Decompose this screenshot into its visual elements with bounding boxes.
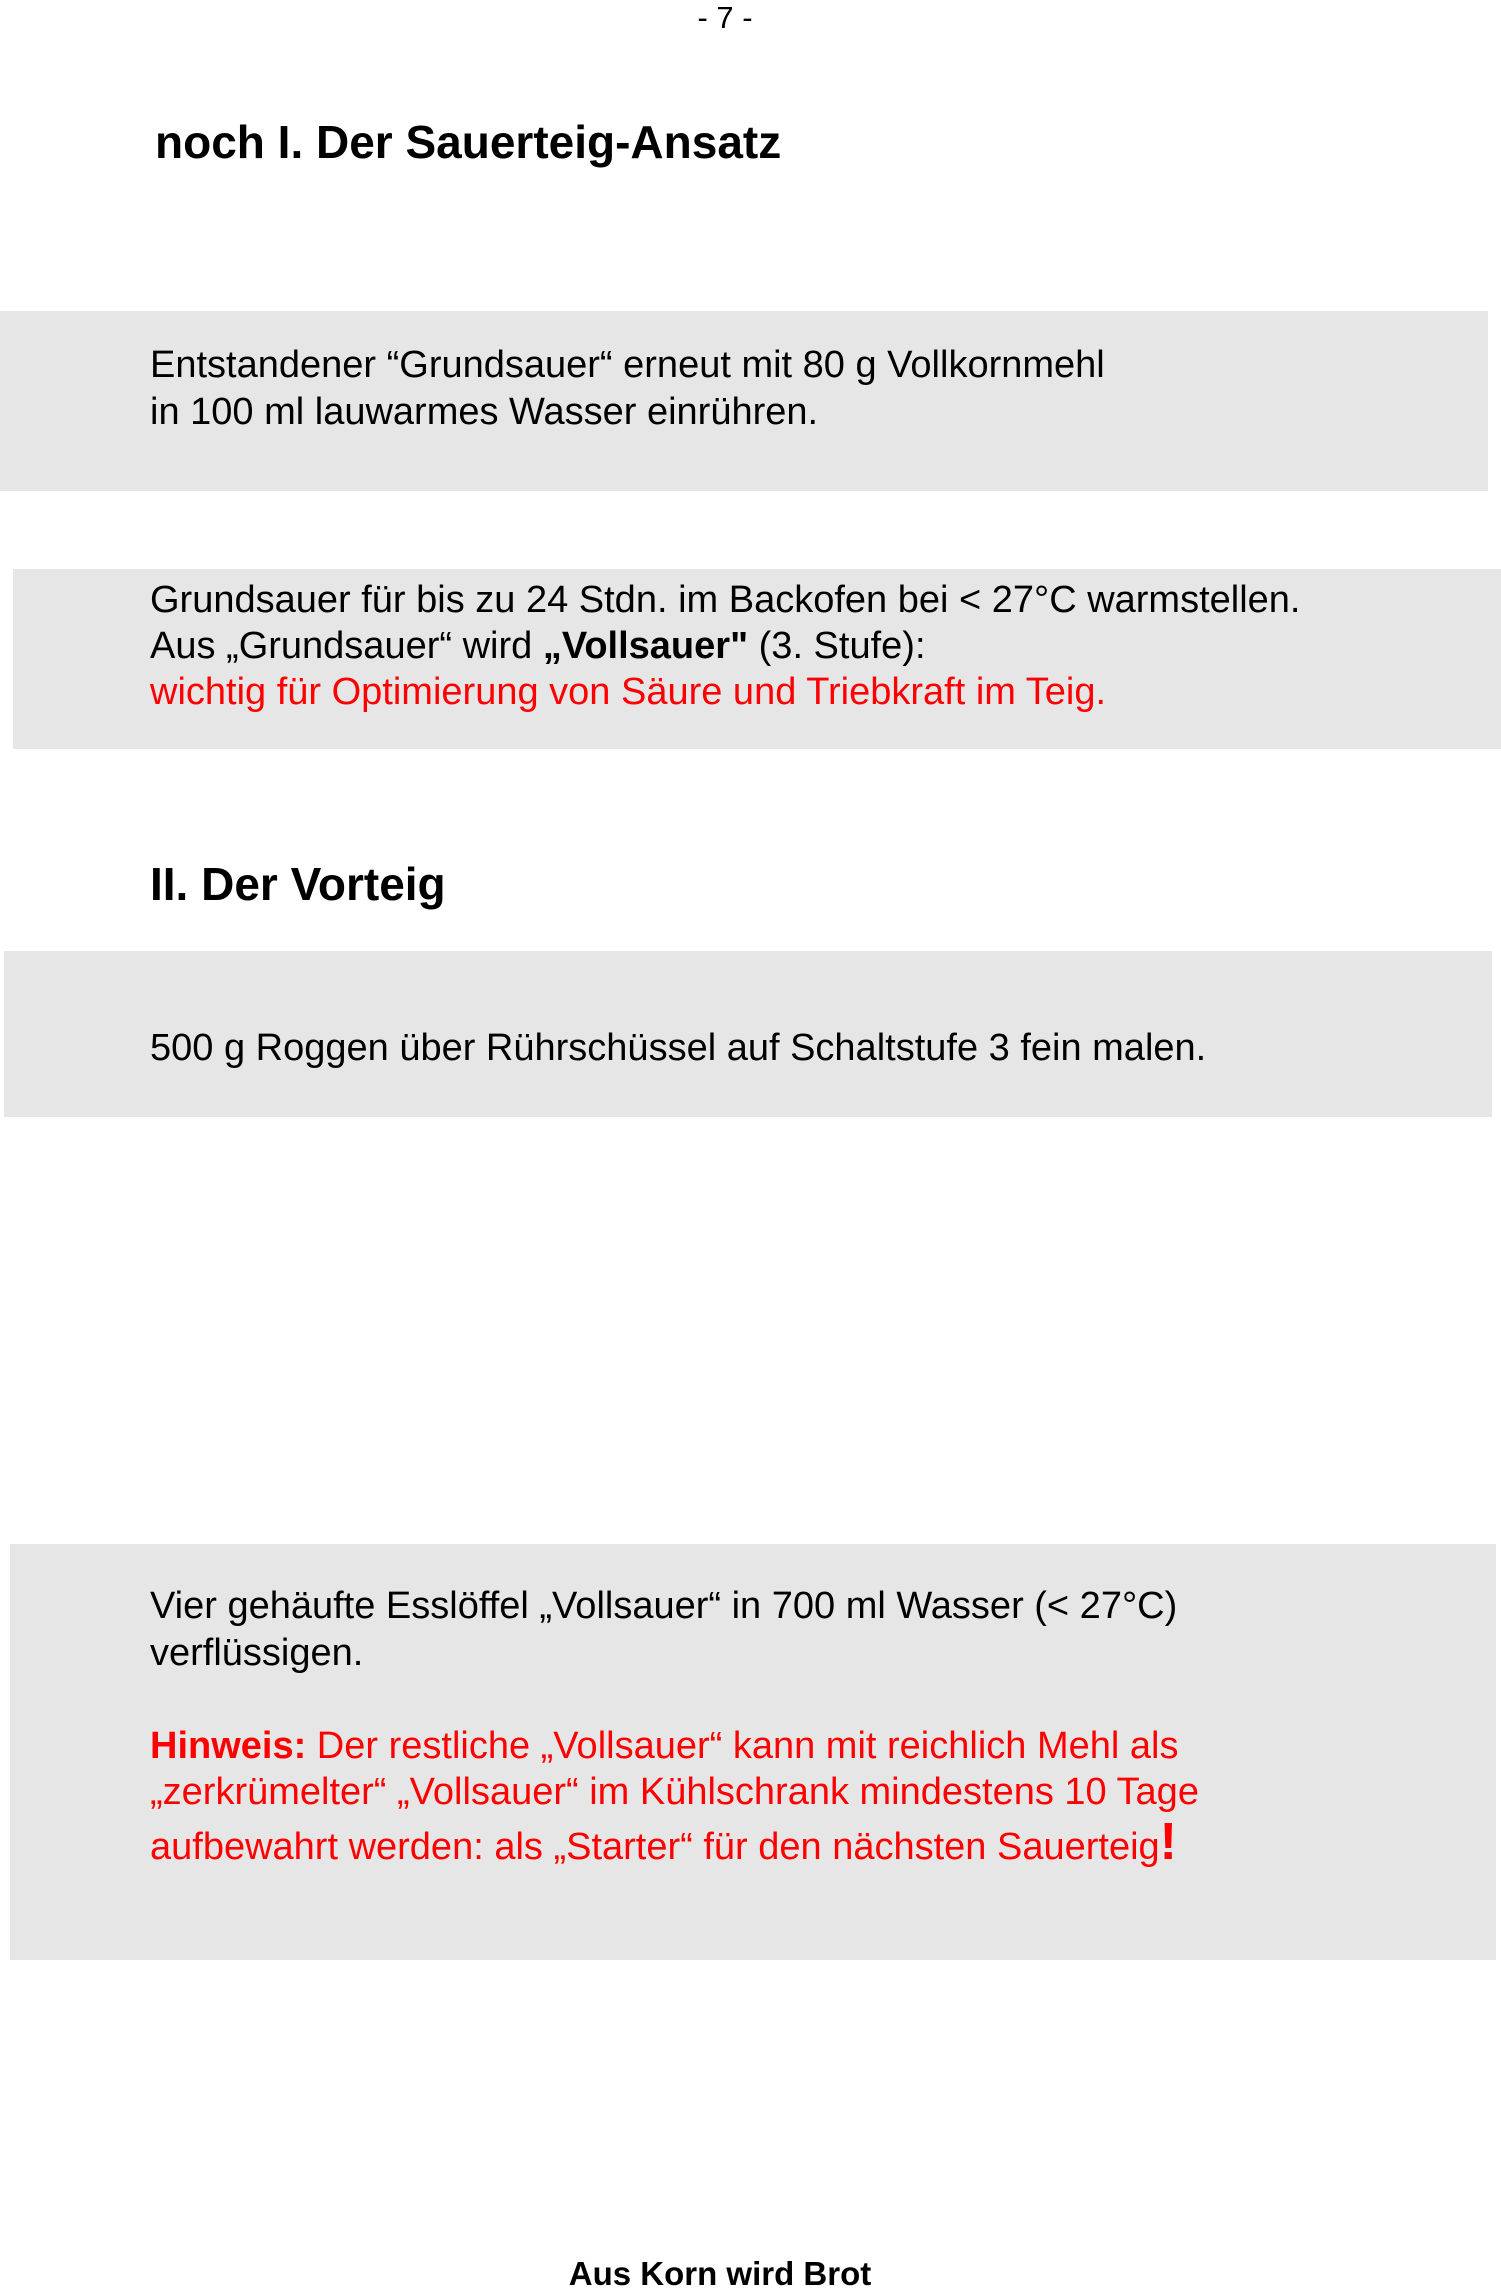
hint-exclamation: ! xyxy=(1159,1813,1177,1871)
hint-line-1-text: Der restliche „Vollsauer“ kann mit reichlich Mehl als xyxy=(306,1725,1179,1767)
instruction-2-line-1: Grundsauer für bis zu 24 Stdn. im Backofen bei < 27°C warmstellen. xyxy=(150,579,1301,621)
hint-label: Hinweis: xyxy=(150,1725,307,1767)
instruction-2-line-2 xyxy=(150,623,926,670)
hint-line-3-text: aufbewahrt werden: als „Starter“ für den nächsten Sauerteig xyxy=(150,1826,1160,1868)
instruction-1-line-1: Entstandener “Grundsauer“ erneut mit 80 g Vollkornmehl xyxy=(150,344,1105,386)
hint-line-3 xyxy=(150,1813,1177,1871)
hint-line-2: „zerkrümelter“ „Vollsauer“ im Kühlschrank mindestens 10 Tage xyxy=(150,1771,1199,1813)
instruction-2-line-2-before: Aus „Grundsauer“ wird xyxy=(150,625,543,667)
instruction-4-line-1: Vier gehäufte Esslöffel „Vollsauer“ in 700 ml Wasser (< 27°C) xyxy=(150,1585,1178,1627)
hint-line-1 xyxy=(150,1723,1178,1770)
instruction-2-line-3-important: wichtig für Optimierung von Säure und Triebkraft im Teig. xyxy=(150,671,1107,713)
page-footer: Aus Korn wird Brot xyxy=(568,2255,872,2292)
section-heading-vorteig: II. Der Vorteig xyxy=(150,858,446,910)
instruction-1-line-2: in 100 ml lauwarmes Wasser einrühren. xyxy=(150,391,819,433)
instruction-4-line-2: verflüssigen. xyxy=(150,1632,364,1674)
page-number: - 7 - xyxy=(697,0,753,35)
instruction-3-line-1: 500 g Roggen über Rührschüssel auf Schaltstufe 3 fein malen. xyxy=(150,1027,1207,1069)
vollsauer-term: „Vollsauer" xyxy=(542,625,749,667)
instruction-2-line-2-after: (3. Stufe): xyxy=(748,625,926,667)
section-heading-sauerteig-ansatz: noch I. Der Sauerteig-Ansatz xyxy=(155,116,782,168)
